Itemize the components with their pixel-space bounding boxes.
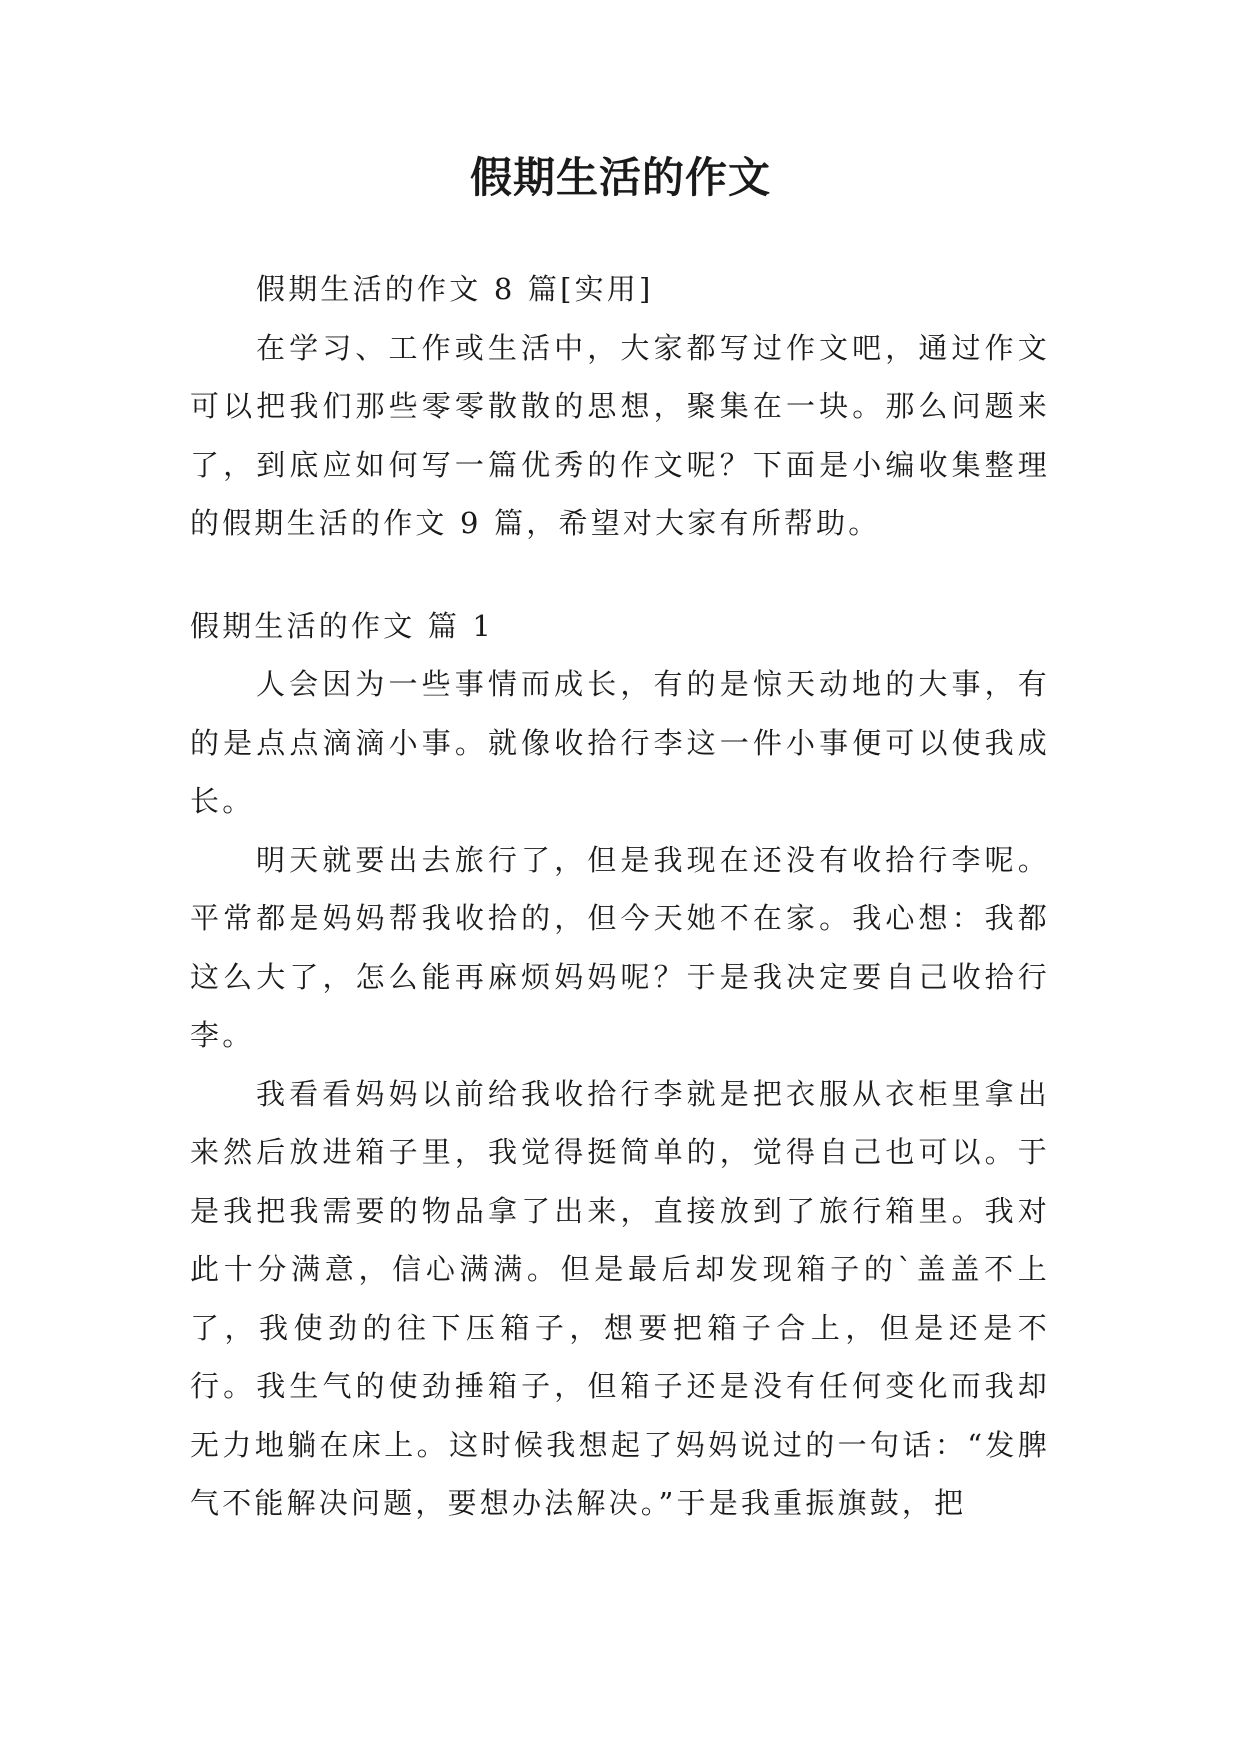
body-paragraph: 明天就要出去旅行了，但是我现在还没有收拾行李呢。平常都是妈妈帮我收拾的，但今天她不在家。我心想：我都这么大了，怎么能再麻烦妈妈呢？于是我决定要自己收拾行李。	[190, 842, 1050, 1052]
document-subtitle: 假期生活的作文 8 篇[实用]	[256, 272, 654, 306]
body-paragraph: 人会因为一些事情而成长，有的是惊天动地的大事，有的是点点滴滴小事。就像收拾行李这一件小事便可以使我成长。	[190, 667, 1050, 818]
intro-paragraph: 在学习、工作或生活中，大家都写过作文吧，通过作文可以把我们那些零零散散的思想，聚集在一块。那么问题来了，到底应如何写一篇优秀的作文呢？下面是小编收集整理的假期生活的作文 9 篇，希望对大家有所帮助。	[190, 330, 1050, 540]
body-paragraph: 我看看妈妈以前给我收拾行李就是把衣服从衣柜里拿出来然后放进箱子里，我觉得挺简单的，觉得自己也可以。于是我把我需要的物品拿了出来，直接放到了旅行箱里。我对此十分满意，信心满满。但是最后却发现箱子的`盖盖不上了，我使劲的往下压箱子，想要把箱子合上，但是还是不行。我生气的使劲捶箱子，但箱子还是没有任何变化而我却无力地躺在床上。这时候我想起了妈妈说过的一句话：“发脾气不能解决问题，要想办法解决。”于是我重振旗鼓，把	[190, 1076, 1050, 1520]
document-body	[190, 260, 1050, 1533]
section-heading: 假期生活的作文 篇 1	[190, 608, 495, 643]
document-title: 假期生活的作文	[469, 153, 771, 202]
